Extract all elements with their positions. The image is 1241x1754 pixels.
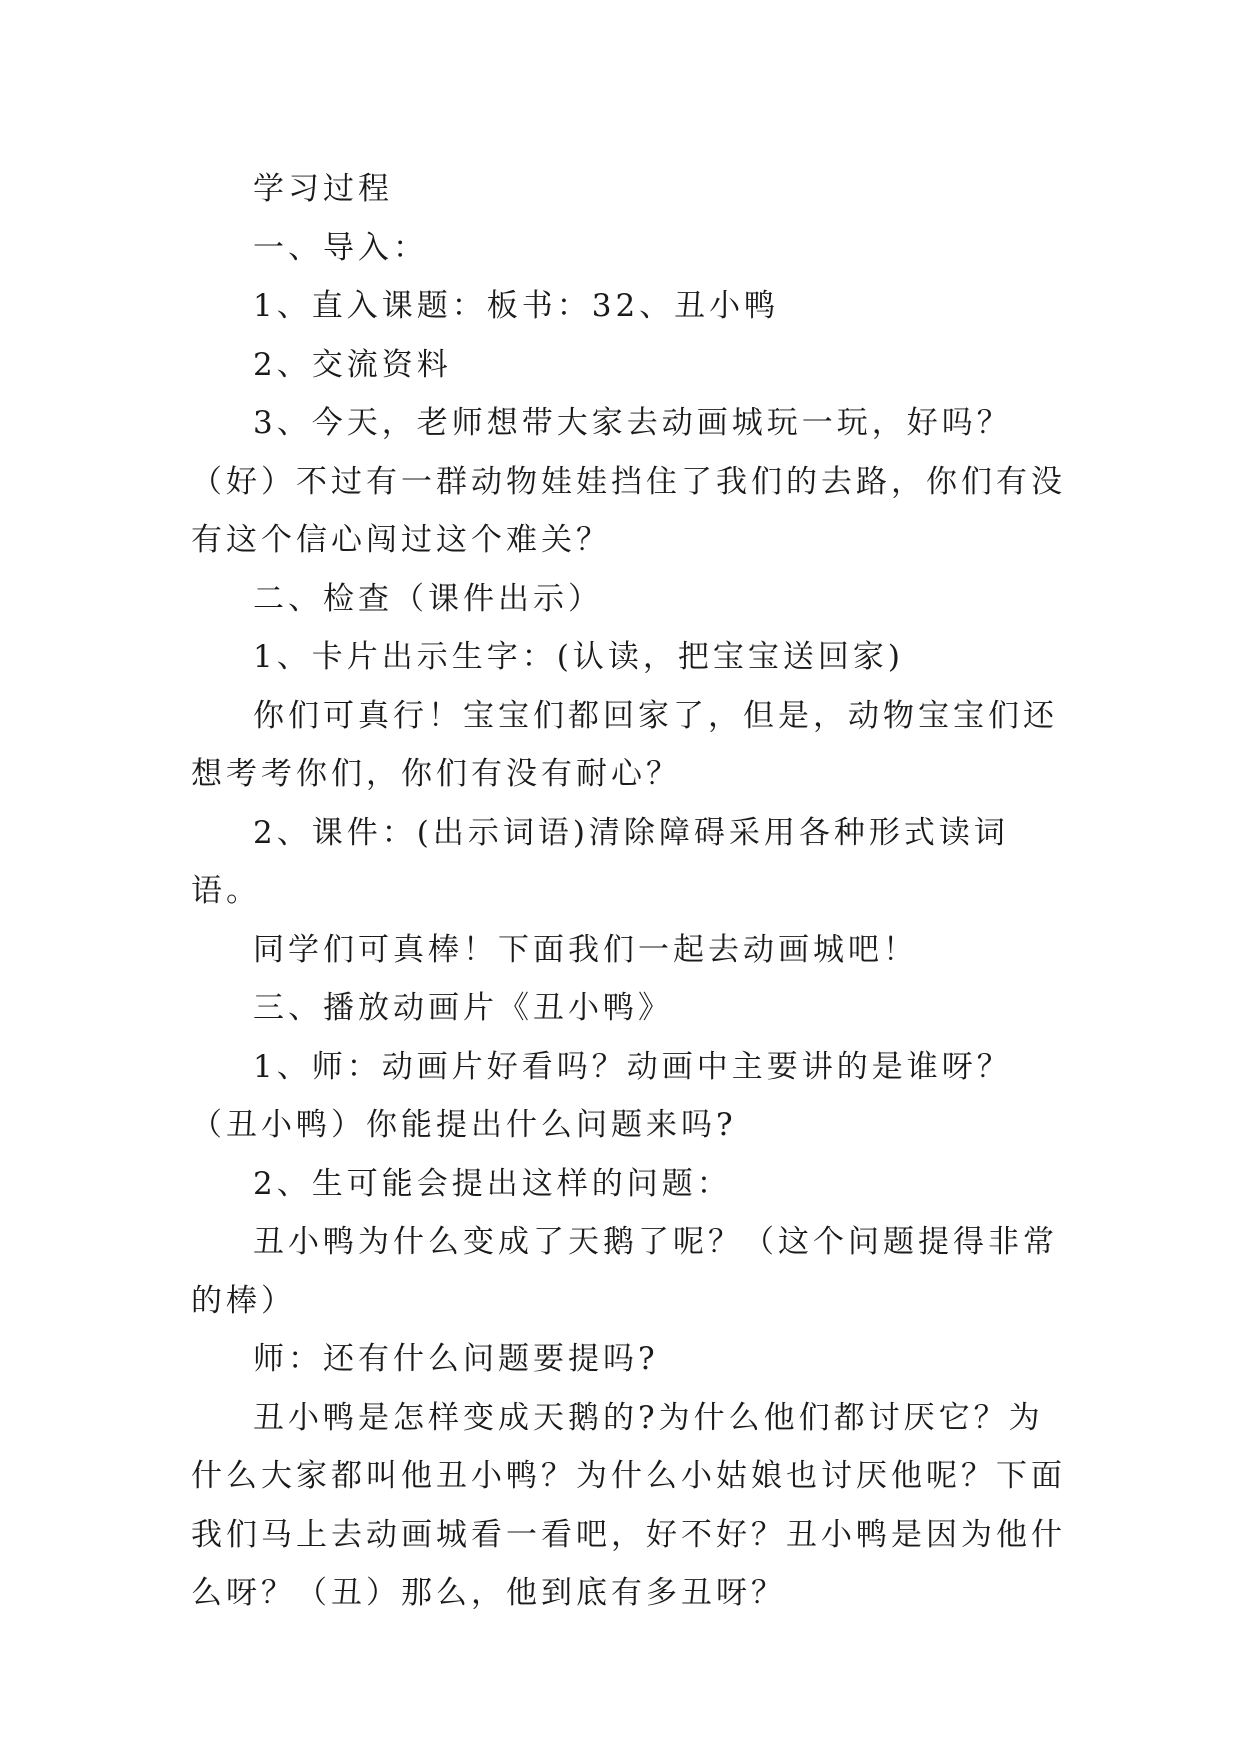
paragraph: 师：还有什么问题要提吗? — [253, 1341, 659, 1377]
section-animation: 三、播放动画片《丑小鸭》 — [253, 990, 673, 1026]
paragraph: 丑小鸭为什么变成了天鹅了呢？（这个问题提得非常的棒） — [191, 1224, 1058, 1319]
section-intro: 一、导入： — [253, 229, 428, 266]
paragraph: 1、直入课题：板书：32、丑小鸭 — [253, 288, 780, 324]
section-check: 二、检查（课件出示） — [253, 580, 603, 617]
paragraph: 2、交流资料 — [253, 346, 452, 383]
paragraph: 2、课件：(出示词语)清除障碍采用各种形式读词语。 — [191, 814, 1009, 909]
paragraph: 2、生可能会提出这样的问题： — [253, 1165, 732, 1202]
heading-study-process: 学习过程 — [253, 171, 393, 207]
paragraph: 同学们可真棒！下面我们一起去动画城吧！ — [253, 931, 918, 968]
paragraph: 3、今天，老师想带大家去动画城玩一玩，好吗？（好）不过有一群动物娃娃挡住了我们的去路，你们有没有这个信心闯过这个难关？ — [191, 405, 1066, 558]
paragraph: 1、卡片出示生字：(认读，把宝宝送回家) — [253, 639, 904, 675]
document-body — [191, 160, 1071, 1623]
paragraph: 丑小鸭是怎样变成天鹅的?为什么他们都讨厌它？为什么大家都叫他丑小鸭？为什么小姑娘也讨厌他呢？下面我们马上去动画城看一看吧，好不好？丑小鸭是因为他什么呀？（丑）那么，他到底有多丑呀？ — [191, 1399, 1066, 1611]
paragraph: 1、师：动画片好看吗？动画中主要讲的是谁呀？（丑小鸭）你能提出什么问题来吗? — [191, 1048, 1012, 1143]
paragraph: 你们可真行！宝宝们都回家了，但是，动物宝宝们还想考考你们，你们有没有耐心？ — [191, 697, 1058, 792]
